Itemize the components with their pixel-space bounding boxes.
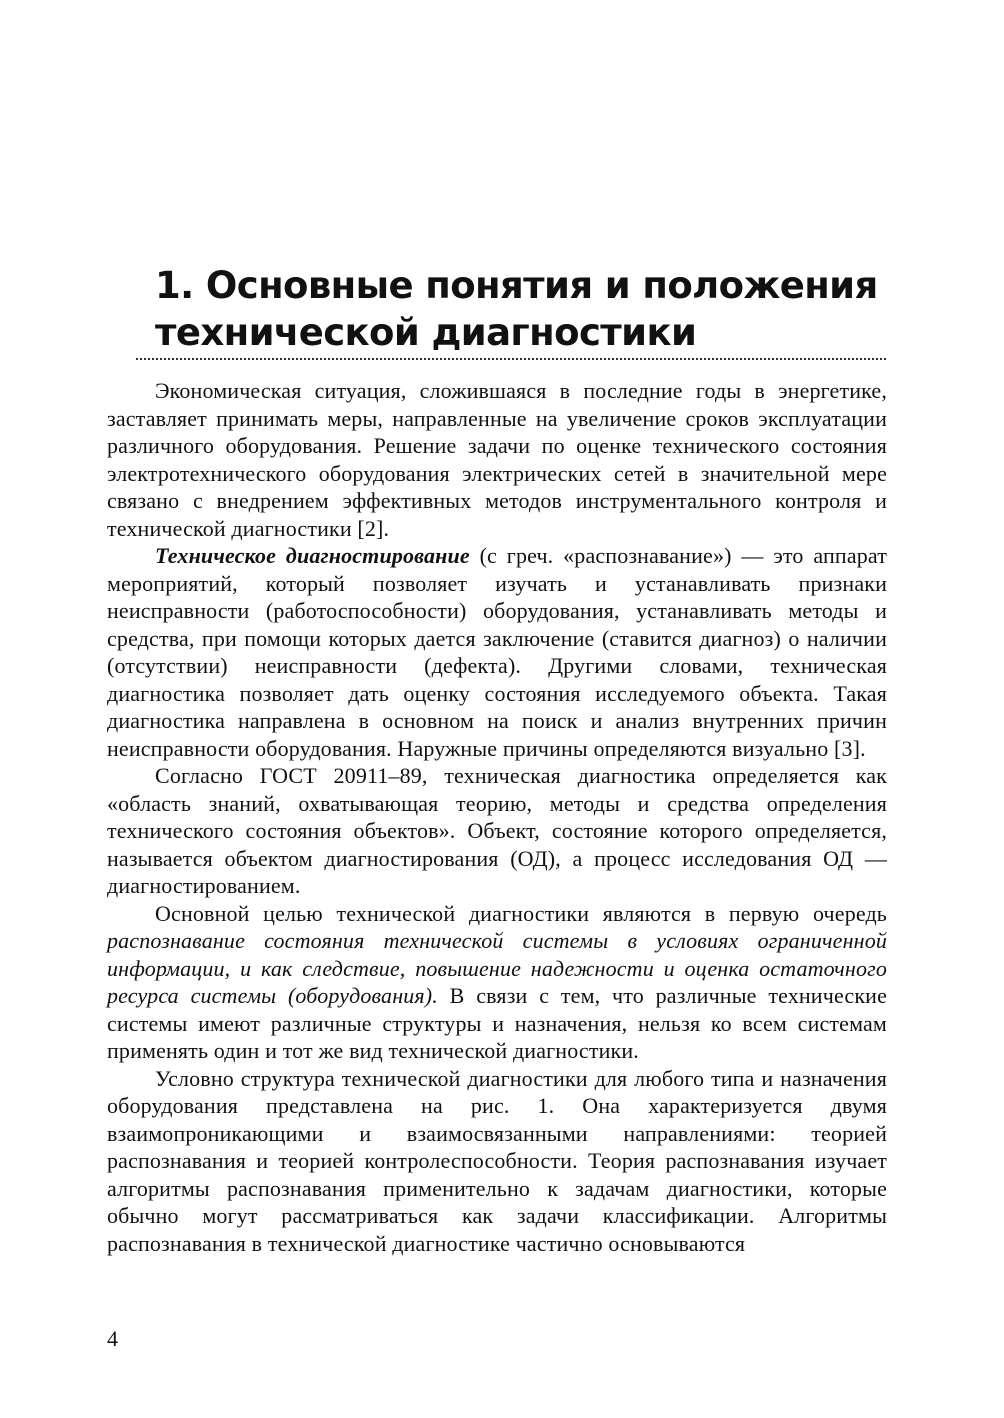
chapter-title-line-1: 1. Основные понятия и положения	[155, 264, 878, 307]
paragraph-4-lead: Основной целью технической диагностики являются в первую очередь	[155, 900, 887, 926]
paragraph-5: Условно структура технической диагностики для любого типа и назначения оборудования представлена на рис. 1. Она характеризуется двумя взаимопроникающими и взаимосвязанными направлениями: теорией распознавания и теорией контролеспособности. Теория распознавания изучает алгоритмы распознавания применительно к задачам диагностики, которые обычно могут рассматриваться как задачи классификации. Алгоритмы распознавания в технической диагностике частично основываются	[107, 1065, 887, 1256]
paragraph-2-text: (с греч. «распознавание») — это аппарат мероприятий, который позволяет изучать и устанавливать признаки неисправности (работоспособности) оборудования, устанавливать методы и средства, при помощи которых дается заключение (ставится диагноз) о наличии (отсутствии) неисправности (дефекта). Другими словами, техническая диагностика позволяет дать оценку состояния исследуемого объекта. Такая диагностика направлена в основном на поиск и анализ внутренних причин неисправности оборудования. Наружные причины определяются визуально [3].	[107, 543, 887, 761]
body-text	[107, 377, 887, 1257]
title-dotted-rule	[136, 358, 886, 360]
paragraph-2	[107, 542, 887, 762]
paragraph-4	[107, 900, 887, 1065]
paragraph-1: Экономическая ситуация, сложившаяся в последние годы в энергетике, заставляет принимать меры, направленные на увеличение сроков эксплуатации различного оборудования. Решение задачи по оценке технического состояния электротехнического оборудования электрических сетей в значительной мере связано с внедрением эффективных методов инструментального контроля и технической диагностики [2].	[107, 378, 887, 541]
chapter-title	[155, 262, 895, 356]
term-technical-diagnosis: Техническое диагностирование	[155, 543, 470, 568]
paragraph-3: Согласно ГОСТ 20911–89, техническая диагностика определяется как «область знаний, охватывающая теорию, методы и средства определения технического состояния объектов». Объект, состояние которого определяется, называется объектом диагностирования (ОД), а процесс исследования ОД — диагностированием.	[107, 763, 887, 898]
paragraph-4-emphasis: распознавание состояния технической системы в условиях ограниченной информации, и как следствие, повышение надежности и оценка остаточного ресурса системы (оборудования).	[107, 928, 887, 1008]
page-number: 4	[107, 1326, 118, 1351]
chapter-title-line-2: технической диагностики	[155, 311, 697, 354]
paragraph-4-tail: В связи с тем, что различные технические системы имеют различные структуры и назначения, нельзя ко всем системам применять один и тот же вид технической диагностики.	[107, 983, 887, 1063]
